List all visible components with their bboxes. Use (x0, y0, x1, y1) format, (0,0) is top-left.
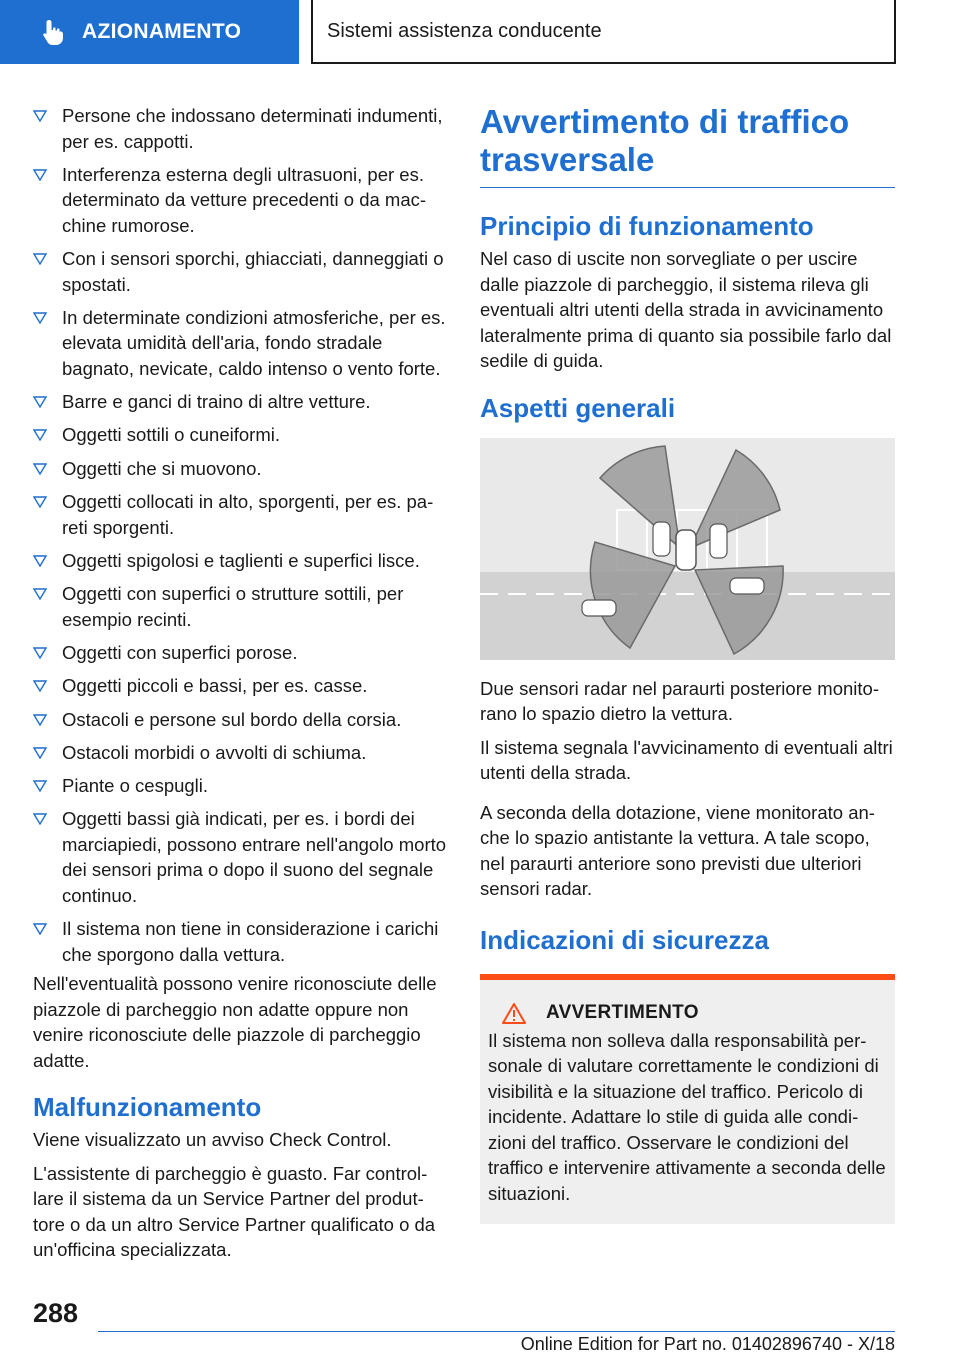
edition-text: Online Edition for Part no. 01402896740 - X/18 (520, 1334, 895, 1354)
triangle-bullet-icon (33, 813, 47, 825)
header-section-title: AZIONAMENTO (82, 20, 242, 43)
parking-space-note: Nell'eventualità possono venire riconosciute delle piazzole di parcheggio non adatte oppure non venire riconosciute delle piazzole di parcheggio adatte. (33, 973, 437, 1071)
list-item: Oggetti bassi già indicati, per es. i bordi dei marciapiedi, possono entrare nell'angolo morto dei sensori prima o dopo il suono del segnale continuo. (33, 806, 447, 908)
header-chapter-title: Sistemi assistenza conducente (327, 19, 602, 42)
warning-label: AVVERTIMENTO (546, 1001, 699, 1023)
right-column (480, 103, 895, 1224)
list-item: Ostacoli morbidi o avvolti di schiuma. (33, 740, 447, 766)
malfunction-text-1: Viene visualizzato un avviso Check Control. (33, 1129, 392, 1151)
safety-heading: Indicazioni di sicurezza (480, 924, 769, 955)
list-item: Persone che indossano determinati indumenti, per es. cappotti. (33, 103, 447, 154)
list-item: Il sistema non tiene in considerazione i carichi che sporgono dalla vettura. (33, 916, 447, 967)
limitations-list (33, 103, 447, 967)
warning-box (480, 974, 895, 1225)
list-item: Oggetti collocati in alto, sporgenti, per es. pareti sporgenti. (33, 489, 447, 540)
warning-text: Il sistema non solleva dalla responsabilità personale di valutare correttamente le condizioni di visibilità e la situazione del traffico. Pericolo di incidente. Adattare lo stile di guida alle condizioni del traffico. Osservare le condizioni del traffico e intervenire attivamente a seconda delle situazioni. (488, 1029, 886, 1204)
malfunction-heading: Malfunzionamento (33, 1092, 262, 1123)
footer-divider (98, 1331, 895, 1332)
triangle-bullet-icon (33, 496, 47, 508)
header-chapter-box (311, 0, 896, 64)
triangle-bullet-icon (33, 647, 47, 659)
list-item: Piante o cespugli. (33, 773, 447, 799)
list-item: Con i sensori sporchi, ghiacciati, danneggiati o spostati. (33, 246, 447, 297)
principle-text: Nel caso di uscite non sorvegliate o per uscire dalle piazzole di parcheggio, il sistema rileva gli eventuali altri utenti della strada in avvicinamento lateralmente prima di quanto sia possibile farlo dal sedile di guida. (480, 248, 892, 371)
triangle-bullet-icon (33, 588, 47, 600)
list-item: Oggetti sottili o cuneiformi. (33, 422, 447, 448)
list-item: Interferenza esterna degli ultrasuoni, per es. determinato da vetture precedenti o da macchine rumorose. (33, 162, 447, 239)
list-item: Oggetti con superfici porose. (33, 640, 447, 666)
triangle-bullet-icon (33, 253, 47, 265)
list-item: Oggetti che si muovono. (33, 456, 447, 482)
triangle-bullet-icon (33, 780, 47, 792)
warning-header (488, 1002, 887, 1024)
page-title: Avvertimento di traffico trasversale (480, 103, 895, 188)
list-item: Barre e ganci di traino di altre vetture. (33, 389, 447, 415)
triangle-bullet-icon (33, 110, 47, 122)
triangle-bullet-icon (33, 555, 47, 567)
header-section-tab (0, 0, 299, 64)
warning-triangle-icon (502, 1002, 526, 1024)
triangle-bullet-icon (33, 312, 47, 324)
triangle-bullet-icon (33, 429, 47, 441)
triangle-bullet-icon (33, 396, 47, 408)
triangle-bullet-icon (33, 169, 47, 181)
list-item: Oggetti con superfici o strutture sottili, per esempio recinti. (33, 581, 447, 632)
general-text-3: A seconda della dotazione, viene monitorato anche lo spazio antistante la vettura. A tale scopo, nel paraurti anteriore sono previsti due ulteriori sensori radar. (480, 801, 875, 899)
triangle-bullet-icon (33, 463, 47, 475)
general-heading: Aspetti generali (480, 392, 676, 423)
principle-heading: Principio di funzionamento (480, 211, 814, 241)
hand-pointer-icon (38, 17, 68, 47)
general-text-2: Il sistema segnala l'avvicinamento di eventuali altri utenti della strada. (480, 736, 893, 783)
list-item: Oggetti piccoli e bassi, per es. casse. (33, 673, 447, 699)
triangle-bullet-icon (33, 747, 47, 759)
list-item: In determinate condizioni atmosferiche, per es. elevata umidità dell'aria, fondo stradale bagnato, nevicate, caldo intenso o vento forte. (33, 305, 447, 382)
triangle-bullet-icon (33, 923, 47, 935)
list-item: Ostacoli e persone sul bordo della corsia. (33, 707, 447, 733)
triangle-bullet-icon (33, 714, 47, 726)
general-text-1: Due sensori radar nel paraurti posteriore monitorano lo spazio dietro la vettura. (480, 677, 879, 724)
page-number: 288 (33, 1298, 79, 1328)
radar-coverage-illustration (480, 438, 895, 660)
left-column (33, 103, 447, 1271)
list-item: Oggetti spigolosi e taglienti e superfici lisce. (33, 548, 447, 574)
triangle-bullet-icon (33, 680, 47, 692)
malfunction-text-2: L'assistente di parcheggio è guasto. Far controllare il sistema da un Service Partner del produttore o da un altro Service Partner qualificato o da un'officina specializzata. (33, 1162, 436, 1261)
